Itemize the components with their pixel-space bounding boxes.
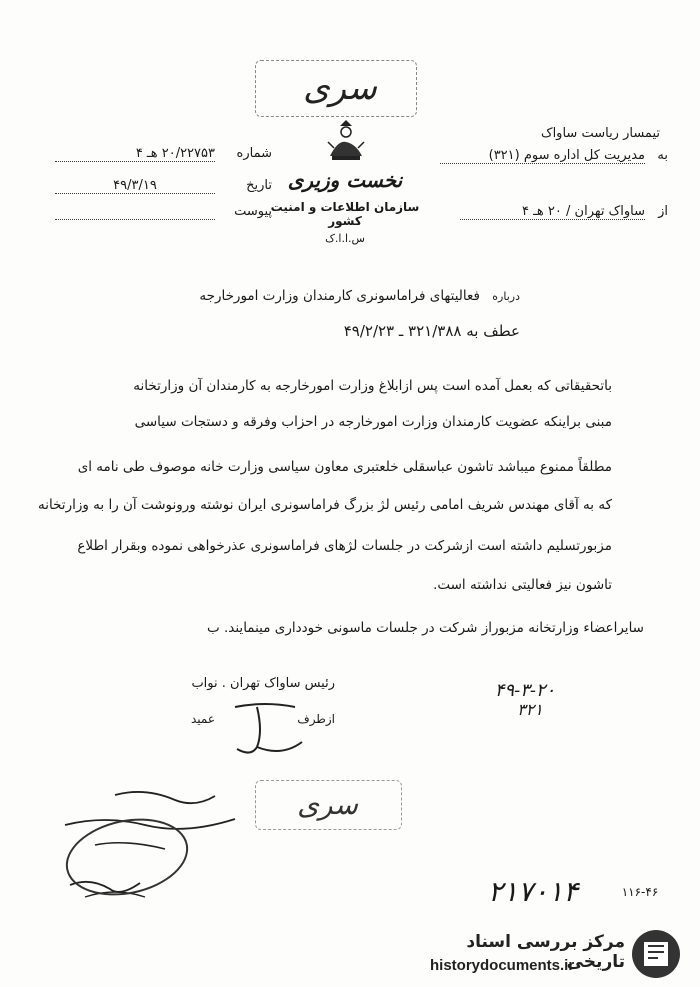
body-line-4: که به آقای مهندس شریف امامی رئیس لژ بزرگ فراماسونری ایران نوشته ورونوشت آن را به وزارتخانه (37, 497, 612, 513)
to-line2: مدیریت کل اداره سوم (۳۲۱) (440, 148, 645, 164)
handwritten-signature (215, 695, 305, 765)
page-ref: ۱۱۶-۴۶ (621, 885, 659, 899)
body-line-3: مطلقاً ممنوع میباشد تاشون عباسقلی خلعتبری معاون سیاسی وزارت خانه موصوف طی نامه ای (77, 459, 612, 475)
emblem-line2: سازمان اطلاعات و امنیت کشور (270, 200, 420, 228)
emblem-line1: نخست وزیری (287, 168, 403, 192)
from-prefix: از (658, 204, 668, 219)
lion-and-sun-icon (322, 118, 370, 166)
classification-bottom: سری (297, 788, 358, 821)
classification-top: سری (303, 68, 377, 108)
from-value: ساواک تهران / ۲۰ هـ ۴ (460, 204, 645, 220)
date-value: ۴۹/۳/۱۹ (55, 178, 215, 194)
body-line-2: مبنی براینکه عضویت کارمندان وزارت امورخارجه در احزاب وفرقه و دستجات سیاسی (134, 414, 612, 430)
watermark-org-name: مرکز بررسی اسناد تاریخی (466, 932, 625, 972)
watermark-logo-icon (630, 928, 682, 980)
to-line1: تیمسار ریاست ساواک (540, 126, 660, 141)
signature-prefix: ازطرف (297, 712, 335, 726)
number-label: شماره (236, 146, 272, 161)
signature-name: عمید (190, 712, 215, 726)
doc-number: ۲۱۷۰۱۴ (487, 875, 579, 908)
subject-value: فعالیتهای فراماسونری کارمندان وزارت امورخارجه (199, 288, 480, 304)
emblem-code: س.ا.ا.ک (325, 232, 365, 245)
reference: عطف به ۳۲۱/۳۸۸ ـ ۴۹/۲/۲۳ (343, 322, 520, 340)
handwritten-date: ۴۹-۳-۲۰ (494, 680, 556, 701)
attachment-line (55, 218, 215, 220)
closing-line: سایراعضاء وزارتخانه مزبوراز شرکت در جلسات ماسونی خودداری مینمایند. ب (206, 620, 644, 636)
attachment-label: پیوست (234, 204, 272, 219)
body-line-5: مزبورتسلیم داشته است ازشرکت در جلسات لژهای فراماسونری عذرخواهی نموده وبقرار اطلاع (77, 538, 612, 554)
signature-line1: رئیس ساواک تهران . نواب (191, 676, 335, 691)
body-line-6: تاشون نیز فعالیتی نداشته است. (433, 577, 612, 593)
number-value: ۲۰/۲۲۷۵۳ هـ ۴ (55, 146, 215, 162)
date-label: تاریخ (246, 178, 272, 193)
watermark-url: historydocuments.ir (430, 957, 575, 974)
handwritten-code: ۳۲۱ (517, 700, 543, 719)
body-line-1: باتحقیقاتی که بعمل آمده است پس ازابلاغ وزارت امورخارجه به کارمندان آن وزارتخانه (133, 378, 612, 394)
to-prefix: به (657, 148, 668, 163)
subject-label: درباره (492, 290, 520, 303)
